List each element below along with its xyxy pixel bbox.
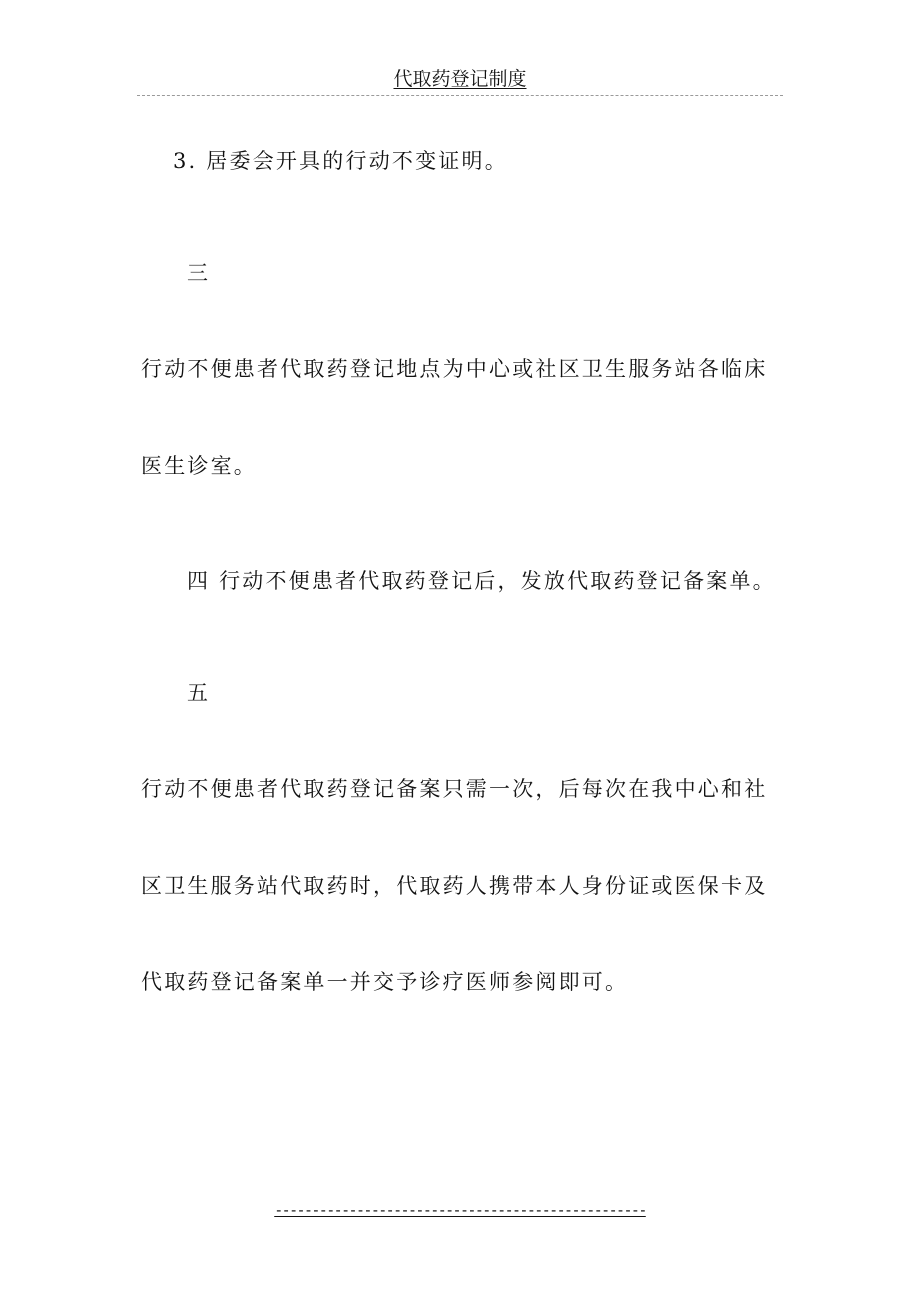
page-header-title: 代取药登记制度 — [393, 68, 527, 90]
header-divider — [137, 95, 783, 96]
footer-divider: -------------------------------------------------- — [274, 1201, 646, 1219]
paragraph-line: 医生诊室。 — [141, 454, 257, 478]
section-four-line: 四 行动不便患者代取药登记后，发放代取药登记备案单。 — [187, 569, 776, 593]
paragraph-line: 区卫生服务站代取药时，代取药人携带本人身份证或医保卡及 — [141, 874, 768, 898]
section-number-three: 三 — [187, 261, 211, 285]
paragraph-line: 行动不便患者代取药登记地点为中心或社区卫生服务站各临床 — [141, 357, 768, 381]
paragraph-line: 代取药登记备案单一并交予诊疗医师参阅即可。 — [141, 970, 629, 994]
list-item-3: 3. 居委会开具的行动不变证明。 — [173, 149, 508, 173]
paragraph-line: 行动不便患者代取药登记备案只需一次，后每次在我中心和社 — [141, 777, 768, 801]
section-number-five: 五 — [187, 681, 211, 705]
